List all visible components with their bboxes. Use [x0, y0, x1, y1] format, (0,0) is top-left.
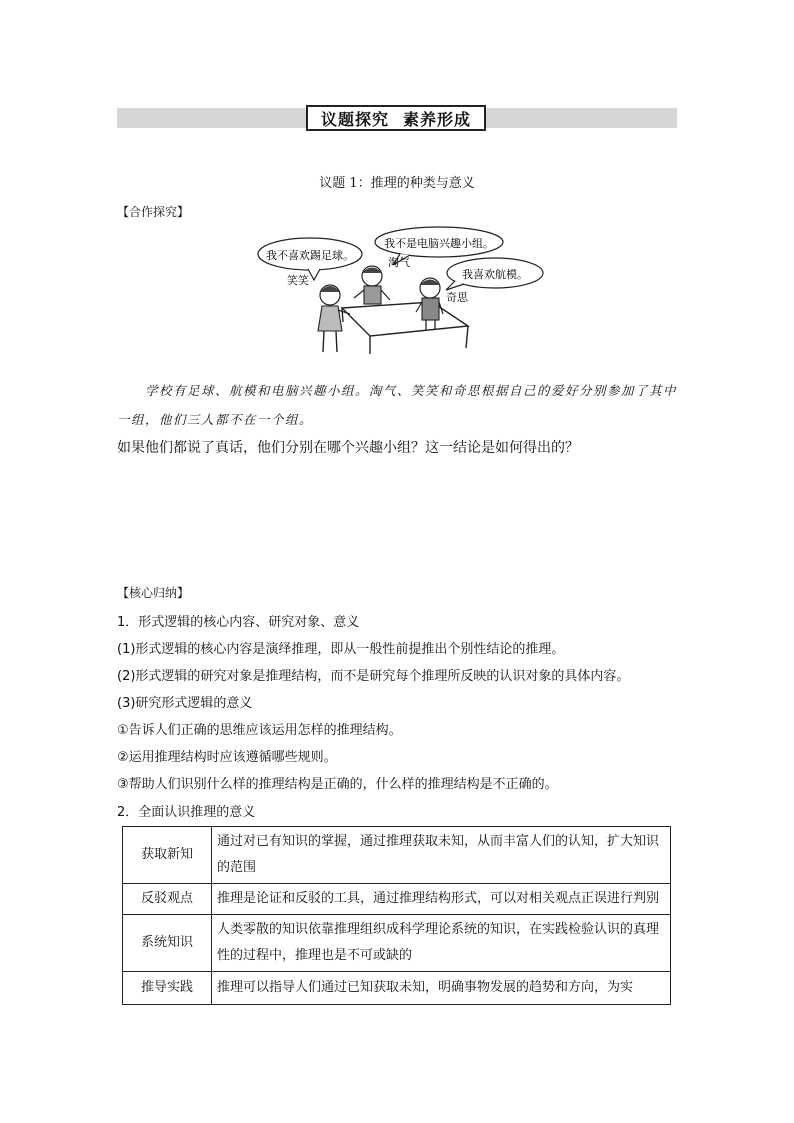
subpoint-3: ③帮助人们识别什么样的推理结构是正确的，什么样的推理结构是不正确的。 — [117, 777, 558, 792]
bubble-2-text: 我不是电脑兴趣小组。 — [384, 237, 494, 250]
point-1-1: (1)形式逻辑的核心内容是演绎推理，即从一般性前提推出个别性结论的推理。 — [117, 642, 565, 657]
table-row — [123, 884, 671, 915]
row-key: 推导实践 — [123, 972, 212, 1005]
subpoint-2: ②运用推理结构时应该遵循哪些规则。 — [117, 750, 337, 765]
name-taoqi: 淘气 — [388, 256, 410, 269]
row-key: 获取新知 — [123, 827, 212, 884]
core-label: 【核心归纳】 — [117, 586, 190, 600]
name-qisi: 奇思 — [446, 291, 468, 304]
heading-1: 1．形式逻辑的核心内容、研究对象、意义 — [117, 615, 360, 630]
meaning-table — [122, 826, 671, 1005]
table-row — [123, 972, 671, 1005]
subpoint-1: ①告诉人们正确的思维应该运用怎样的推理结构。 — [117, 723, 402, 738]
question-text: 如果他们都说了真话，他们分别在哪个兴趣小组？这一结论是如何得出的？ — [117, 440, 579, 456]
table-row — [123, 827, 671, 884]
banner-right: 素养形成 — [403, 109, 472, 129]
heading-2: 2．全面认识推理的意义 — [117, 805, 256, 820]
point-1-3: (3)研究形式逻辑的意义 — [117, 696, 253, 711]
section-banner — [306, 105, 486, 131]
children-illustration — [250, 226, 550, 361]
name-xiaoxiao: 笑笑 — [287, 274, 309, 287]
row-value: 通过对已有知识的掌握，通过推理获取未知，从而丰富人们的认知，扩大知识的范围 — [212, 827, 671, 884]
story-paragraph: 学校有足球、航模和电脑兴趣小组。淘气、笑笑和奇思根据自己的爱好分别参加了其中一组，他们三人都不在一个组。 — [117, 383, 678, 427]
bubble-3-text: 我喜欢航模。 — [462, 268, 528, 281]
topic-title: 议题 1：推理的种类与意义 — [319, 176, 475, 191]
row-value: 推理可以指导人们通过已知获取未知，明确事物发展的趋势和方向，为实 — [212, 972, 671, 1005]
bubble-1-text: 我不喜欢踢足球。 — [266, 249, 354, 262]
coop-label: 【合作探究】 — [117, 205, 190, 219]
row-value: 推理是论证和反驳的工具，通过推理结构形式，可以对相关观点正误进行判别 — [212, 884, 671, 915]
table-top — [342, 302, 468, 336]
row-key: 系统知识 — [123, 915, 212, 972]
banner-left: 议题探究 — [320, 109, 389, 129]
row-key: 反驳观点 — [123, 884, 212, 915]
point-1-2: (2)形式逻辑的研究对象是推理结构，而不是研究每个推理所反映的认识对象的具体内容。 — [117, 669, 630, 684]
row-value: 人类零散的知识依靠推理组织成科学理论系统的知识，在实践检验认识的真理性的过程中，推理也是不可或缺的 — [212, 915, 671, 972]
table-row — [123, 915, 671, 972]
